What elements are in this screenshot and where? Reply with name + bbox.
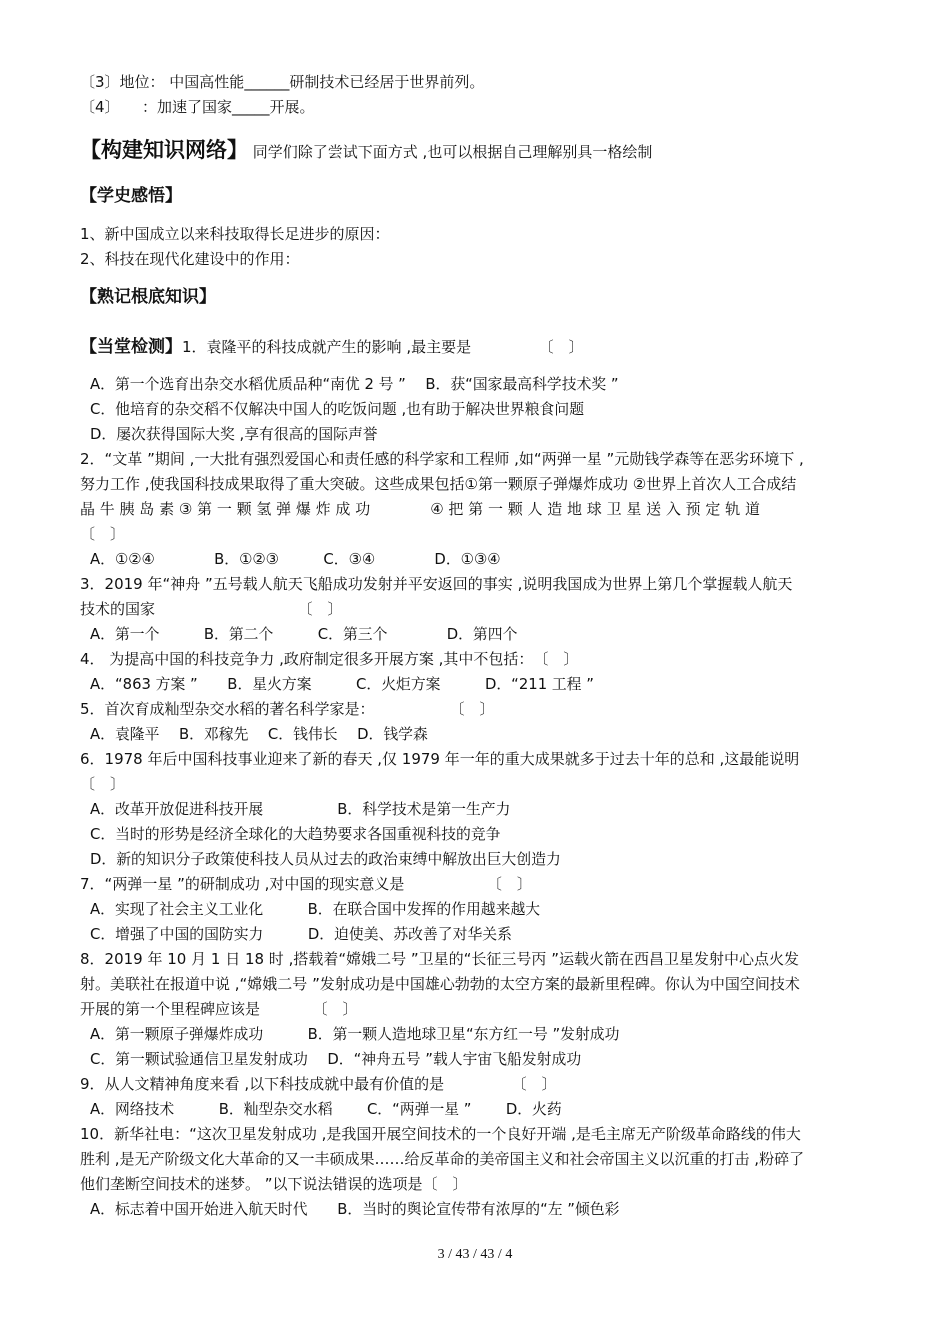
check-heading-line [80,337,880,357]
question-line: 开展的第一个里程碑应该是 〔 〕 [80,1000,358,1018]
question-line: 6．1978 年后中国科技事业迎来了新的春天 ,仅 1979 年一年的重大成果就多于过去十年的总和 ,这最能说明 [80,750,800,768]
question-line: 晶 牛 胰 岛 素 ③ 第 一 颗 氢 弹 爆 炸 成 功 ④ 把 第 一 颗 人 造 地 球 卫 星 送 入 预 定 轨 道 [80,500,760,518]
question-1: 1．袁隆平的科技成就产生的影响 ,最主要是 〔 〕 [182,338,584,356]
question-line: 10．新华社电：“这次卫星发射成功 ,是我国开展空间技术的一个良好开端 ,是毛主席无产阶级革命路线的伟大 [80,1125,801,1143]
basic-knowledge-heading: 【熟记根底知识】 [80,287,216,307]
answer-bracket: 〔 〕 [80,775,126,793]
section-note: 同学们除了尝试下面方式 ,也可以根据自己理解别具一格绘制 [252,143,653,161]
option-line: D．屡次获得国际大奖 ,享有很高的国际声誉 [90,425,378,443]
option-line: C．第一颗试验通信卫星发射成功 D．“神舟五号 ”载人宇宙飞船发射成功 [90,1050,582,1068]
option-line: C．当时的形势是经济全球化的大趋势要求各国重视科技的竞争 [90,825,501,843]
check-title: 【当堂检测】 [80,337,182,357]
question-line: 努力工作 ,使我国科技成果取得了重大突破。这些成果包括①第一颗原子弹爆炸成功 ②世界上首次人工合成结 [80,475,797,493]
question-line: 9．从人文精神角度来看 ,以下科技成就中最有价值的是 〔 〕 [80,1075,557,1093]
knowledge-network-heading [80,136,880,166]
option-line: C．他培育的杂交稻不仅解决中国人的吃饭问题 ,也有助于解决世界粮食问题 [90,400,585,418]
question-line: 4． 为提高中国的科技竞争力 ,政府制定很多开展方案 ,其中不包括： 〔 〕 [80,650,579,668]
history-heading: 【学史感悟】 [80,186,182,206]
question-line: 2．“文革 ”期间 ,一大批有强烈爱国心和责任感的科学家和工程师 ,如“两弹一星 ”元勋钱学森等在恶劣环境下 , [80,450,804,468]
question-line: 射。美联社在报道中说 ,“嫦娥二号 ”发射成功是中国雄心勃勃的太空方案的最新里程碑。你认为中国空间技术 [80,975,800,993]
option-line: D．新的知识分子政策使科技人员从过去的政治束缚中解放出巨大创造力 [90,850,561,868]
text-line: 〔4〕 ：加速了国家_____开展。 [80,98,315,116]
option-line: A．标志着中国开始进入航天时代 B．当时的舆论宣传带有浓厚的“左 ”倾色彩 [90,1200,620,1218]
question-line: 胜利 ,是无产阶级文化大革命的又一丰硕成果……给反革命的美帝国主义和社会帝国主义以沉重的打击 ,粉碎了 [80,1150,805,1168]
question-line: 5．首次育成籼型杂交水稻的著名科学家是： 〔 〕 [80,700,495,718]
option-line: A．改革开放促进科技开展 B．科学技术是第一生产力 [90,800,511,818]
question-line: 他们垄断空间技术的迷梦。 ”以下说法错误的选项是〔 〕 [80,1175,468,1193]
option-line: C．增强了中国的国防实力 D．迫使美、苏改善了对华关系 [90,925,512,943]
option-line: A．实现了社会主义工业化 B．在联合国中发挥的作用越来越大 [90,900,541,918]
option-line: A．“863 方案 ” B．星火方案 C．火炬方案 D．“211 工程 ” [90,675,594,693]
question-line: 8．2019 年 10 月 1 日 18 时 ,搭载着“嫦娥二号 ”卫星的“长征三号丙 ”运载火箭在西昌卫星发射中心点火发 [80,950,799,968]
answer-bracket: 〔 〕 [80,525,126,543]
option-line: A．第一个选育出杂交水稻优质品种“南优 2 号 ” B．获“国家最高科学技术奖 ” [90,375,619,393]
option-line: A．第一个 B．第二个 C．第三个 D．第四个 [90,625,518,643]
page-number: 3 / 43 / 43 / 4 [437,1247,513,1262]
option-line: A．①②④ B．①②③ C．③④ D．①③④ [90,550,501,568]
option-line: A．网络技术 B．籼型杂交水稻 C．“两弹一星 ” D．火药 [90,1100,562,1118]
option-line: A．袁隆平 B．邓稼先 C．钱伟长 D．钱学森 [90,725,428,743]
section-title: 【构建知识网络】 [80,138,248,162]
history-item: 2、科技在现代化建设中的作用： [80,250,300,268]
option-line: A．第一颗原子弹爆炸成功 B．第一颗人造地球卫星“东方红一号 ”发射成功 [90,1025,620,1043]
text-line: 〔3〕地位： 中国高性能______研制技术已经居于世界前列。 [80,73,485,91]
question-line: 7．“两弹一星 ”的研制成功 ,对中国的现实意义是 〔 〕 [80,875,532,893]
history-item: 1、新中国成立以来科技取得长足进步的原因： [80,225,390,243]
question-line: 3．2019 年“神舟 ”五号载人航天飞船成功发射并平安返回的事实 ,说明我国成为世界上第几个掌握载人航天 [80,575,793,593]
question-line: 技术的国家 〔 〕 [80,600,343,618]
